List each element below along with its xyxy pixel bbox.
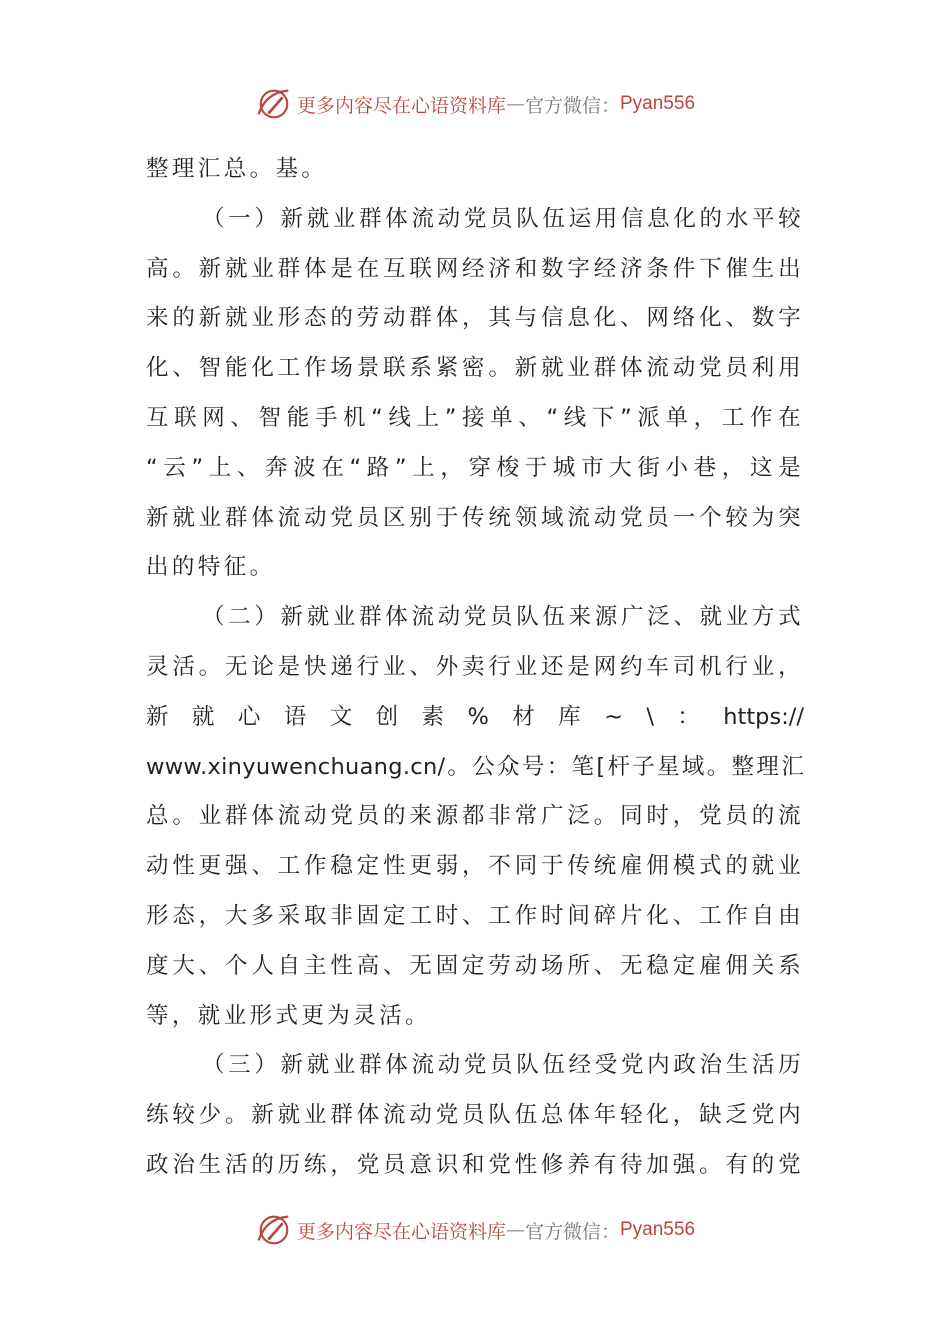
- spaced-glyph: 素: [421, 703, 445, 730]
- section-heading-1: （一）新就业群体流动党员队伍运用信息化的水平较: [202, 205, 804, 232]
- header-banner: [0, 84, 950, 124]
- text-line: 形态，大多采取非固定工时、工作时间碎片化、工作自由: [146, 902, 804, 929]
- text-line-spaced: [146, 693, 804, 743]
- spaced-glyph: %: [467, 703, 489, 730]
- pen-circle-logo-icon: [255, 1211, 293, 1249]
- banner-official-label: 官方微信：: [524, 94, 620, 117]
- banner-official-label: 官方微信：: [524, 1220, 620, 1243]
- text-line: 总。业群体流动党员的来源都非常广泛。同时，党员的流: [146, 803, 804, 830]
- banner-separator: —: [505, 93, 525, 115]
- text-line: 化、智能化工作场景联系紧密。新就业群体流动党员利用: [146, 355, 804, 382]
- text-line: 来的新就业形态的劳动群体，其与信息化、网络化、数字: [146, 305, 804, 332]
- spaced-glyph: 文: [329, 703, 353, 730]
- pen-circle-logo-icon: [255, 85, 293, 123]
- spaced-glyph: ~: [604, 703, 623, 730]
- spaced-glyph: \: [646, 703, 654, 730]
- spaced-glyph: 库: [558, 703, 581, 730]
- banner-account-id: Pyan556: [620, 1219, 696, 1240]
- text-line: 政治生活的历练，党员意识和党性修养有待加强。有的党: [146, 1151, 804, 1178]
- text-line: 等，就业形式更为灵活。: [146, 1002, 431, 1029]
- section-heading-3: （三）新就业群体流动党员队伍经受党内政治生活历: [202, 1052, 804, 1079]
- text-line-url: www.xinyuwenchuang.cn/。公众号：笔[杆子星域。整理汇: [146, 753, 804, 780]
- banner-account-id: Pyan556: [620, 93, 696, 114]
- spaced-glyph: ：: [677, 703, 700, 730]
- spaced-glyph: 就: [191, 703, 215, 730]
- text-line: 灵活。无论是快递行业、外卖行业还是网约车司机行业，: [146, 653, 804, 680]
- text-line: 动性更强、工作稳定性更弱，不同于传统雇佣模式的就业: [146, 853, 804, 880]
- text-line: 高。新就业群体是在互联网经济和数字经济条件下催生出: [146, 255, 804, 282]
- spaced-glyph: 语: [283, 703, 307, 730]
- banner-main-text: 更多内容尽在心语资料库: [296, 94, 506, 117]
- document-body: [146, 145, 804, 1191]
- section-heading-2: （二）新就业群体流动党员队伍来源广泛、就业方式: [202, 604, 804, 631]
- banner-separator: —: [505, 1219, 525, 1241]
- text-line: 练较少。新就业群体流动党员队伍总体年轻化，缺乏党内: [146, 1102, 804, 1129]
- text-line: “云”上、奔波在“路”上，穿梭于城市大街小巷，这是: [146, 454, 804, 481]
- spaced-url: https://: [723, 703, 804, 730]
- footer-banner: [0, 1210, 950, 1250]
- text-line: 出的特征。: [146, 554, 276, 581]
- spaced-glyph: 心: [237, 703, 261, 730]
- banner-main-text: 更多内容尽在心语资料库: [296, 1220, 506, 1243]
- spaced-glyph: 新: [146, 703, 169, 730]
- text-line: 互联网、智能手机“线上”接单、“线下”派单，工作在: [146, 404, 804, 431]
- spaced-glyph: 创: [375, 703, 399, 730]
- spaced-glyph: 材: [512, 703, 535, 730]
- text-line: 新就业群体流动党员区别于传统领域流动党员一个较为突: [146, 504, 804, 531]
- text-line: 度大、个人自主性高、无固定劳动场所、无稳定雇佣关系: [146, 952, 804, 979]
- text-line: 整理汇总。基。: [146, 156, 328, 182]
